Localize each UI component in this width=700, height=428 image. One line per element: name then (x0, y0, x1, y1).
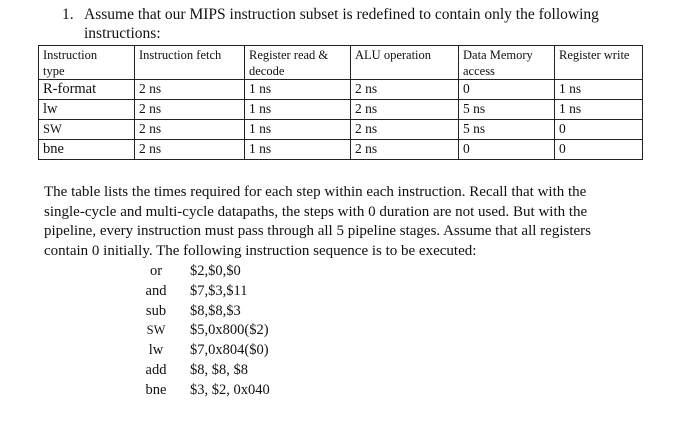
cell-data-memory: 0 (459, 140, 555, 160)
cell-instruction-type: SW (39, 120, 135, 140)
code-operands: $7,$3,$11 (190, 282, 248, 299)
question-text-line-1: Assume that our MIPS instruction subset is redefined to contain only the following (84, 6, 599, 23)
explanation-paragraph (44, 183, 664, 261)
header-instruction-type: Instruction type (39, 46, 135, 80)
code-opcode: and (145, 282, 167, 299)
cell-instruction-fetch: 2 ns (135, 100, 245, 120)
code-operands: $2,$0,$0 (190, 263, 241, 279)
code-line (138, 381, 270, 401)
header-register-write: Register write (555, 46, 643, 80)
code-line (138, 262, 270, 282)
code-line (138, 321, 270, 341)
code-line (138, 341, 270, 361)
table-row (39, 80, 643, 100)
cell-register-write: 1 ns (555, 80, 643, 100)
table-header-row (39, 46, 643, 80)
cell-data-memory: 5 ns (459, 120, 555, 140)
cell-instruction-fetch: 2 ns (135, 80, 245, 100)
paragraph-line: The table lists the times required for each step within each instruction. Recall that with the (44, 184, 587, 200)
header-data-memory-access: Data Memory access (459, 46, 555, 80)
code-operands: $8, $8, $8 (190, 361, 248, 378)
code-opcode: bne (145, 381, 167, 398)
code-operands: $5,0x800($2) (190, 322, 269, 339)
code-opcode: add (145, 361, 167, 378)
cell-data-memory: 5 ns (459, 100, 555, 120)
cell-register-write: 0 (555, 140, 643, 160)
cell-alu-operation: 2 ns (351, 100, 459, 120)
header-alu-operation: ALU operation (351, 46, 459, 80)
code-opcode: SW (146, 323, 166, 338)
code-operands: $3, $2, 0x040 (190, 381, 270, 398)
table-row (39, 100, 643, 120)
instruction-step-table (38, 45, 643, 160)
cell-instruction-fetch: 2 ns (135, 140, 245, 160)
header-instruction-fetch: Instruction fetch (135, 46, 245, 80)
paragraph-line: pipeline, every instruction must pass through all 5 pipeline stages. Assume that all registers (44, 223, 591, 240)
cell-register-read: 1 ns (245, 140, 351, 160)
cell-alu-operation: 2 ns (351, 120, 459, 140)
cell-data-memory: 0 (459, 80, 555, 100)
paragraph-line: single-cycle and multi-cycle datapaths, the steps with 0 duration are not used. But with the (44, 203, 588, 220)
code-opcode: lw (148, 342, 164, 359)
cell-instruction-type: bne (39, 140, 135, 160)
instruction-sequence (138, 262, 270, 401)
code-line (138, 302, 270, 322)
cell-register-read: 1 ns (245, 100, 351, 120)
code-opcode: or (149, 263, 163, 279)
table-row (39, 140, 643, 160)
header-register-read-decode: Register read & decode (245, 46, 351, 80)
paragraph-line: contain 0 initially. The following instruction sequence is to be executed: (44, 242, 477, 259)
table-row (39, 120, 643, 140)
code-line (138, 361, 270, 381)
cell-instruction-fetch: 2 ns (135, 120, 245, 140)
question-heading (62, 5, 662, 43)
cell-instruction-type: R-format (39, 80, 135, 100)
cell-register-write: 0 (555, 120, 643, 140)
cell-alu-operation: 2 ns (351, 140, 459, 160)
question-text-line-2: instructions: (84, 25, 161, 42)
code-operands: $7,0x804($0) (190, 342, 269, 359)
cell-register-read: 1 ns (245, 80, 351, 100)
code-operands: $8,$8,$3 (190, 302, 241, 319)
cell-instruction-type: lw (39, 100, 135, 120)
cell-register-read: 1 ns (245, 120, 351, 140)
question-number: 1. (62, 6, 74, 23)
cell-alu-operation: 2 ns (351, 80, 459, 100)
cell-register-write: 1 ns (555, 100, 643, 120)
code-opcode: sub (145, 302, 167, 319)
code-line (138, 282, 270, 302)
